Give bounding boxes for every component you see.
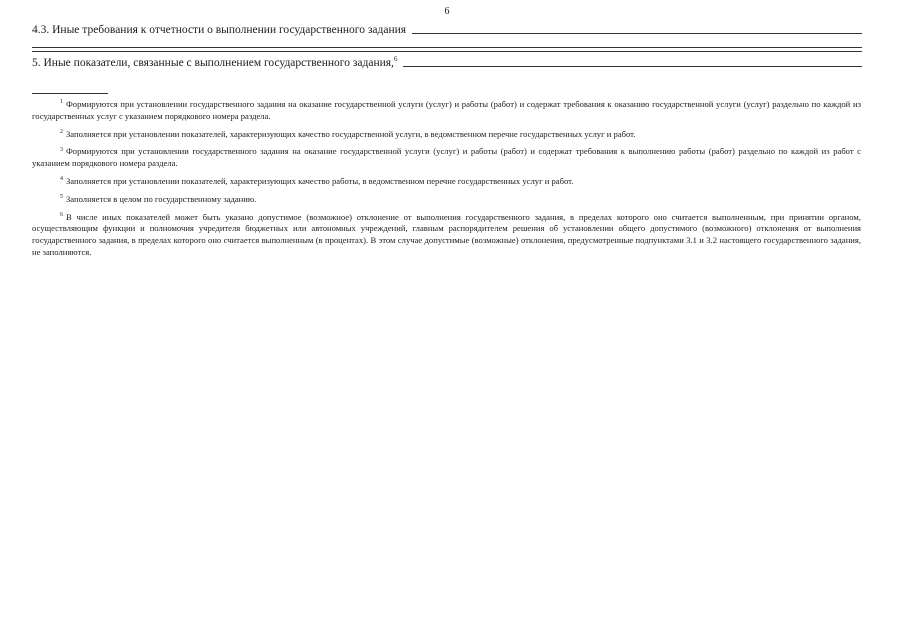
footnote-marker: 5 [60, 193, 63, 200]
footnote-6 [32, 212, 861, 259]
footnote-text: В числе иных показателей может быть указано допустимое (возможное) отклонение от выполнения государственного задания, в пределах которого оно считается выполненным, при принятии органом, осуществляющим функции и полномочия учредителя бюджетных или автономных учреждений, главным распорядителем решения об установлении общего допустимого (возможного) отклонения от выполнения государственного задания, в пределах которого оно считается выполненным (в процентах). В этом случае допустимые (возможные) отклонения, предусмотренные подпунктами 3.1 и 3.2 настоящего государственного задания, не заполняются. [32, 211, 861, 257]
footnote-4 [32, 176, 861, 188]
section-4-3-row [32, 24, 862, 36]
footnote-text: Заполняется при установлении показателей, характеризующих качество работы, в ведомственном перечне государственных услуг и работ. [66, 175, 574, 186]
footnote-marker: 1 [60, 99, 63, 106]
section-4-3-label: 4.3. Иные требования к отчетности о выполнении государственного задания [32, 24, 407, 36]
section-5-row [32, 57, 862, 69]
page-number: 6 [444, 6, 450, 17]
footnote-marker: 3 [60, 146, 63, 153]
footnote-text: Формируются при установлении государственного задания на оказание государственной услуги (услуг) и работы (работ) и содержат требования к оказанию государственной услуги (услуг) раздельно по каждой из государственных услуг с указанием порядкового номера раздела. [32, 99, 861, 121]
section-5-label: 5. Иные показатели, связанные с выполнением государственного задания,$^6$ [32, 55, 398, 69]
footnote-separator [32, 93, 108, 94]
blank-rule-2 [32, 51, 862, 52]
footnote-marker: 2 [60, 128, 63, 135]
section-5-fill-line [403, 65, 862, 67]
footnote-3 [32, 146, 861, 170]
section-4-3-fill-line [412, 32, 862, 34]
footnote-5 [32, 194, 861, 206]
footnote-text: Заполняется в целом по государственному заданию. [66, 193, 257, 204]
footnote-2 [32, 129, 861, 141]
footnotes [32, 99, 861, 265]
footnote-text: Заполняется при установлении показателей, характеризующих качество государственной услуги, в ведомственном перечне государственных услуг и работ. [66, 128, 636, 139]
section-5-footnote-ref: 6 [393, 55, 398, 64]
footnote-marker: 6 [60, 211, 63, 218]
footnote-text: Формируются при установлении государственного задания на оказание государственной услуги (услуг) и работы (работ) и содержат требования к выполнению работы (работ) раздельно по каждой из работ с указанием порядкового номера раздела. [32, 146, 861, 169]
footnote-1 [32, 99, 861, 123]
footnote-marker: 4 [60, 176, 63, 183]
blank-rule-1 [32, 47, 862, 48]
